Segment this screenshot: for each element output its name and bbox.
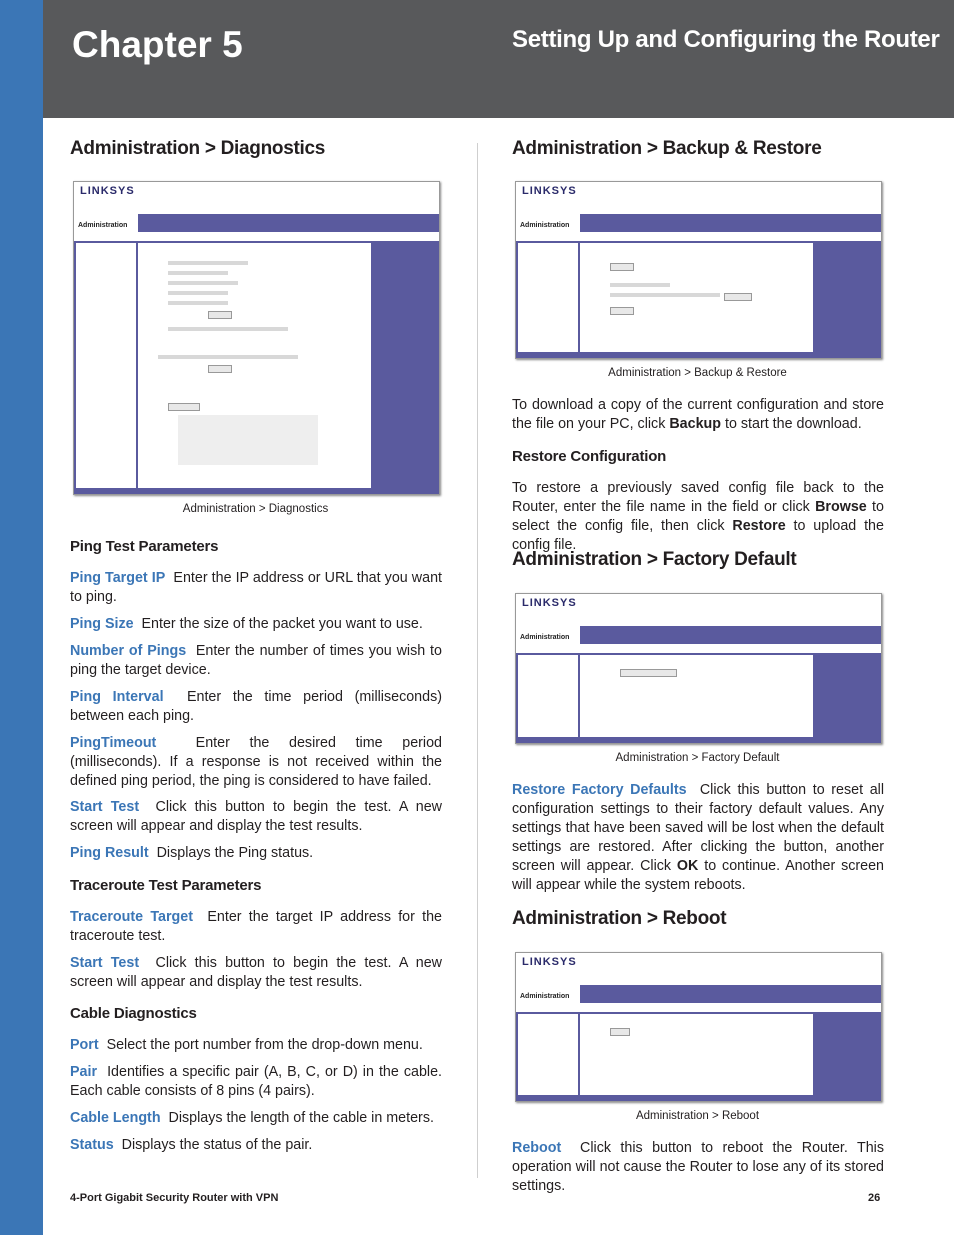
start-test-term: Start Test xyxy=(70,799,140,815)
reboot-term: Reboot xyxy=(512,1140,562,1156)
reboot-screenshot xyxy=(515,952,882,1102)
ping-timeout-term: PingTimeout xyxy=(70,735,157,751)
cable-length-text: Displays the length of the cable in meters. xyxy=(168,1110,434,1126)
start-test2-para xyxy=(70,954,442,992)
admin-label: Administration xyxy=(520,993,570,1000)
ping-result-text: Displays the Ping status. xyxy=(156,845,314,861)
start-test2-text: Click this button to begin the test. A new screen will appear and display the test results. xyxy=(70,955,442,990)
factory-bold: OK xyxy=(676,858,699,874)
pair-term: Pair xyxy=(70,1064,98,1080)
ping-interval-text: Enter the time period (milliseconds) between each ping. xyxy=(70,689,442,724)
trace-target-term: Traceroute Target xyxy=(70,909,193,925)
restore-para xyxy=(512,479,884,555)
restore-text-3: to upload the config file. xyxy=(512,518,884,553)
diagnostics-screenshot xyxy=(73,181,440,495)
footer-product: 4-Port Gigabit Security Router with VPN xyxy=(70,1192,279,1204)
admin-label: Administration xyxy=(78,222,128,229)
ping-test-heading: Ping Test Parameters xyxy=(70,538,219,555)
linksys-logo: LINKSYS xyxy=(522,956,577,968)
linksys-logo: LINKSYS xyxy=(80,185,135,197)
reboot-caption: Administration > Reboot xyxy=(635,1110,760,1122)
factory-para xyxy=(512,781,884,895)
pair-text: Identifies a specific pair (A, B, C, or D) in the cable. Each cable consists of 8 pins (4 pairs). xyxy=(70,1064,442,1099)
backup-text-2: to start the download. xyxy=(724,416,862,432)
backup-text-1: To download a copy of the current configuration and store the file on your PC, click xyxy=(512,397,884,432)
diagnostics-heading: Administration > Diagnostics xyxy=(70,138,326,159)
trace-target-para xyxy=(70,908,442,946)
factory-default-heading: Administration > Factory Default xyxy=(512,549,797,570)
factory-default-screenshot xyxy=(515,593,882,744)
num-pings-term: Number of Pings xyxy=(70,643,187,659)
factory-default-caption: Administration > Factory Default xyxy=(615,752,780,764)
reboot-text: Click this button to reboot the Router. This operation will not cause the Router to lose any of its stored settings. xyxy=(512,1140,884,1194)
status-text: Displays the status of the pair. xyxy=(121,1137,313,1153)
factory-text-2: to continue. Another screen will appear while the system reboots. xyxy=(512,858,884,893)
ping-size-text: Enter the size of the packet you want to use. xyxy=(141,616,423,632)
port-para xyxy=(70,1036,442,1055)
ping-timeout-text: Enter the desired time period (milliseconds). If a response is not received within the defined ping period, the ping is considered to have failed. xyxy=(70,735,443,789)
factory-text-1: Click this button to reset all configuration settings to their factory default values. Any settings that have been saved will be lost when the default settings are restored. After clicking the button, another screen will appear. Click xyxy=(512,782,885,874)
trace-target-text: Enter the target IP address for the traceroute test. xyxy=(70,909,442,944)
status-term: Status xyxy=(70,1137,114,1153)
num-pings-para xyxy=(70,642,442,680)
linksys-logo: LINKSYS xyxy=(522,597,577,609)
ping-result-para xyxy=(70,844,442,863)
admin-label: Administration xyxy=(520,634,570,641)
port-text: Select the port number from the drop-down menu. xyxy=(106,1037,423,1053)
port-term: Port xyxy=(70,1037,99,1053)
cable-length-para xyxy=(70,1109,442,1128)
start-test-para xyxy=(70,798,442,836)
restore-text-2: to select the config file, then click xyxy=(512,499,884,534)
ping-result-term: Ping Result xyxy=(70,845,149,861)
ping-size-term: Ping Size xyxy=(70,616,134,632)
pair-para xyxy=(70,1063,442,1101)
start-test2-term: Start Test xyxy=(70,955,140,971)
column-divider xyxy=(477,143,478,1178)
restore-bold-1: Browse xyxy=(815,499,867,515)
left-accent-bar xyxy=(0,0,43,1235)
ping-size-para xyxy=(70,615,442,634)
backup-bold: Backup xyxy=(669,416,721,432)
ping-target-term: Ping Target IP xyxy=(70,570,166,586)
ping-timeout-para xyxy=(70,734,442,791)
traceroute-heading: Traceroute Test Parameters xyxy=(70,877,262,894)
section-title: Setting Up and Configuring the Router xyxy=(512,26,940,53)
ping-interval-para xyxy=(70,688,442,726)
admin-label: Administration xyxy=(520,222,570,229)
ping-target-text: Enter the IP address or URL that you want to ping. xyxy=(70,570,442,605)
start-test-text: Click this button to begin the test. A new screen will appear and display the test results. xyxy=(70,799,442,834)
cable-diagnostics-heading: Cable Diagnostics xyxy=(70,1005,197,1022)
restore-bold-2: Restore xyxy=(732,518,786,534)
backup-restore-caption: Administration > Backup & Restore xyxy=(608,367,787,379)
reboot-para xyxy=(512,1139,884,1196)
ping-target-para xyxy=(70,569,442,607)
linksys-logo: LINKSYS xyxy=(522,185,577,197)
chapter-title: Chapter 5 xyxy=(72,24,243,65)
backup-restore-heading: Administration > Backup & Restore xyxy=(512,138,822,159)
reboot-heading: Administration > Reboot xyxy=(512,908,727,929)
diagnostics-caption: Administration > Diagnostics xyxy=(182,503,329,515)
status-para xyxy=(70,1136,442,1155)
backup-restore-screenshot xyxy=(515,181,882,359)
backup-para xyxy=(512,396,884,434)
restore-config-heading: Restore Configuration xyxy=(512,448,667,465)
num-pings-text: Enter the number of times you wish to ping the target device. xyxy=(70,643,442,678)
cable-length-term: Cable Length xyxy=(70,1110,161,1126)
footer-page-number: 26 xyxy=(868,1192,881,1204)
ping-interval-term: Ping Interval xyxy=(70,689,164,705)
restore-text-1: To restore a previously saved config file back to the Router, enter the file name in the field or click xyxy=(512,480,884,515)
factory-term: Restore Factory Defaults xyxy=(512,782,687,798)
